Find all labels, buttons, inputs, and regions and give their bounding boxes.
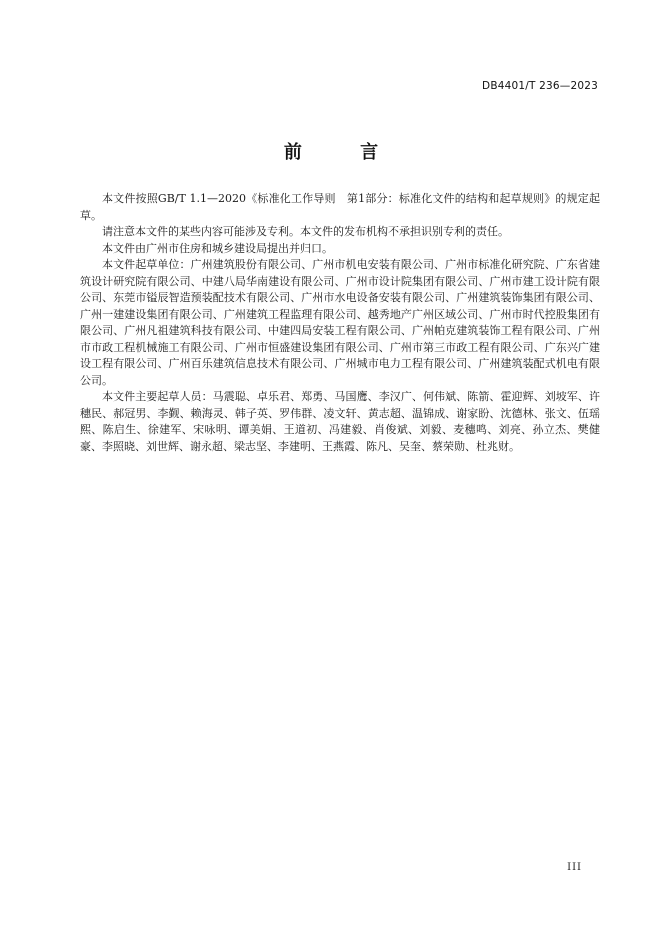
page-number: III — [567, 862, 582, 873]
foreword-body — [80, 191, 600, 455]
paragraph-patent-notice: 请注意本文件的某些内容可能涉及专利。本文件的发布机构不承担识别专利的责任。 — [102, 225, 509, 238]
page-title: 前 言 — [283, 142, 405, 163]
paragraph-drafters: 本文件主要起草人员：马震聪、卓乐君、郑勇、马国鹰、李汉广、何伟斌、陈箭、霍迎辉、刘坡军、许穗民、郝冠男、李觐、赖海灵、韩子英、罗伟群、凌文轩、黄志超、温锦成、谢家盼、沈德林、张文、伍瑶熙、陈启生、徐建军、宋咏明、谭美娟、王道初、冯建毅、肖俊斌、刘毅、麦穗鸣、刘亮、孙立杰、樊健豪、李照晓、刘世辉、谢永超、梁志坚、李建明、王燕霞、陈凡、吴奎、蔡荣勋、杜兆财。 — [80, 390, 600, 453]
standard-code: DB4401/T 236—2023 — [482, 80, 598, 92]
paragraph-drafting-units: 本文件起草单位：广州建筑股份有限公司、广州市机电安装有限公司、广州市标准化研究院、广东省建筑设计研究院有限公司、中建八局华南建设有限公司、广州市设计院集团有限公司、广州市建工设计院有限公司、东莞市镒辰智造预装配技术有限公司、广州市水电设备安装有限公司、广州建筑装饰集团有限公司、广州一建建设集团有限公司、广州建筑工程监理有限公司、越秀地产广州区域公司、广州市时代控股集团有限公司、广州凡祖建筑科技有限公司、中建四局安装工程有限公司、广州帕克建筑装饰工程有限公司、广州市市政工程机械施工有限公司、广州市恒盛建设集团有限公司、广州市第三市政工程有限公司、广东兴广建设工程有限公司、广州百乐建筑信息技术有限公司、广州城市电力工程有限公司、广州建筑装配式机电有限公司。 — [80, 258, 600, 387]
paragraph-drafting-basis: 本文件按照GB/T 1.1—2020《标准化工作导则 第1部分：标准化文件的结构和起草规则》的规定起草。 — [80, 192, 600, 222]
paragraph-proposer: 本文件由广州市住房和城乡建设局提出并归口。 — [102, 241, 333, 255]
